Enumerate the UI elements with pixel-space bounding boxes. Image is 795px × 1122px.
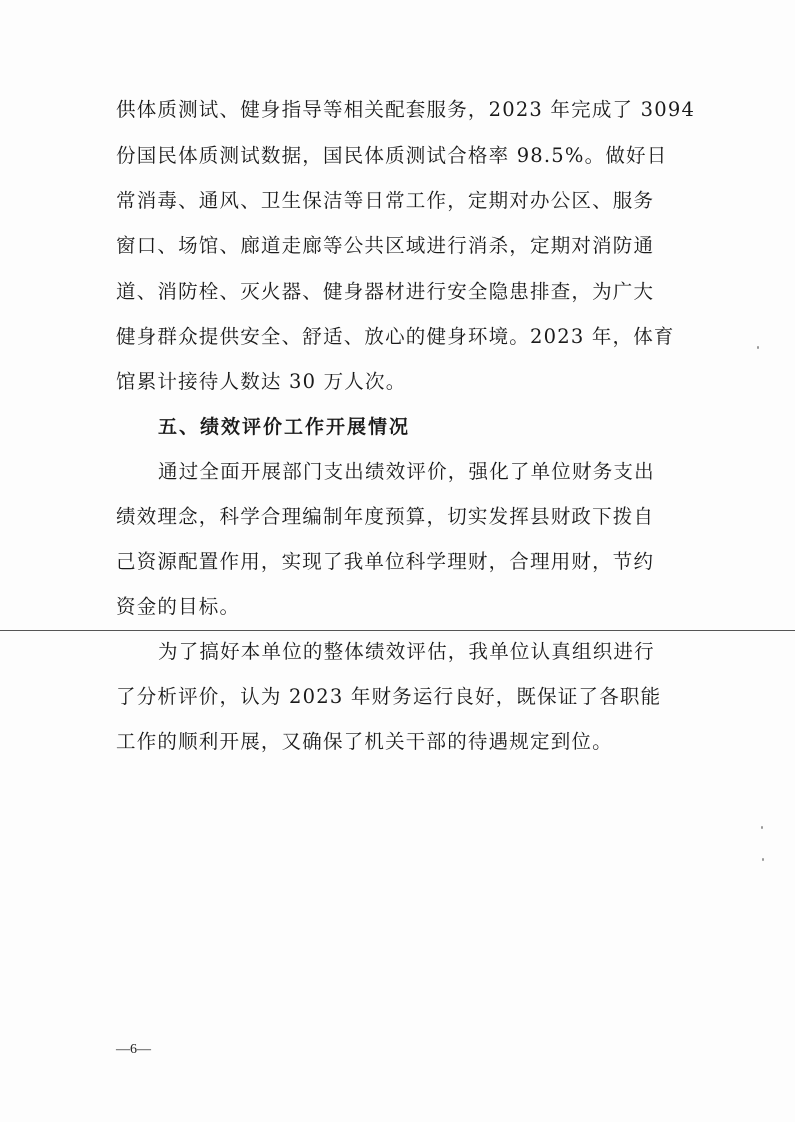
paragraph-first-line: 通过全面开展部门支出绩效评价，强化了单位财务支出 bbox=[158, 460, 655, 483]
body-text-line: 了分析评价，认为 2023 年财务运行良好，既保证了各职能 bbox=[116, 685, 662, 708]
body-text-line: 健身群众提供安全、舒适、放心的健身环境。2023 年，体育 bbox=[116, 325, 675, 348]
scan-speck bbox=[757, 346, 759, 349]
scan-fold-line bbox=[0, 630, 795, 631]
body-text-line: 份国民体质测试数据，国民体质测试合格率 98.5%。做好日 bbox=[116, 144, 668, 167]
body-text-line: 绩效理念，科学合理编制年度预算，切实发挥县财政下拨自 bbox=[116, 505, 655, 528]
scan-speck bbox=[761, 826, 763, 829]
section-heading: 五、绩效评价工作开展情况 bbox=[158, 416, 411, 438]
body-text-line: 供体质测试、健身指导等相关配套服务，2023 年完成了 3094 bbox=[116, 98, 696, 121]
page-number: —6— bbox=[116, 1042, 151, 1057]
body-text-line: 道、消防栓、灭火器、健身器材进行安全隐患排查，为广大 bbox=[116, 280, 655, 303]
paragraph-first-line: 为了搞好本单位的整体绩效评估，我单位认真组织进行 bbox=[158, 640, 655, 663]
scan-speck bbox=[762, 858, 764, 861]
body-text-line: 己资源配置作用，实现了我单位科学理财，合理用财，节约 bbox=[116, 550, 655, 573]
body-text-line: 常消毒、通风、卫生保洁等日常工作，定期对办公区、服务 bbox=[116, 189, 655, 212]
body-text-line: 资金的目标。 bbox=[116, 595, 241, 618]
body-text-line: 馆累计接待人数达 30 万人次。 bbox=[116, 370, 407, 393]
body-text-line: 工作的顺利开展，又确保了机关干部的待遇规定到位。 bbox=[116, 730, 613, 753]
body-text-line: 窗口、场馆、廊道走廊等公共区域进行消杀，定期对消防通 bbox=[116, 234, 655, 257]
